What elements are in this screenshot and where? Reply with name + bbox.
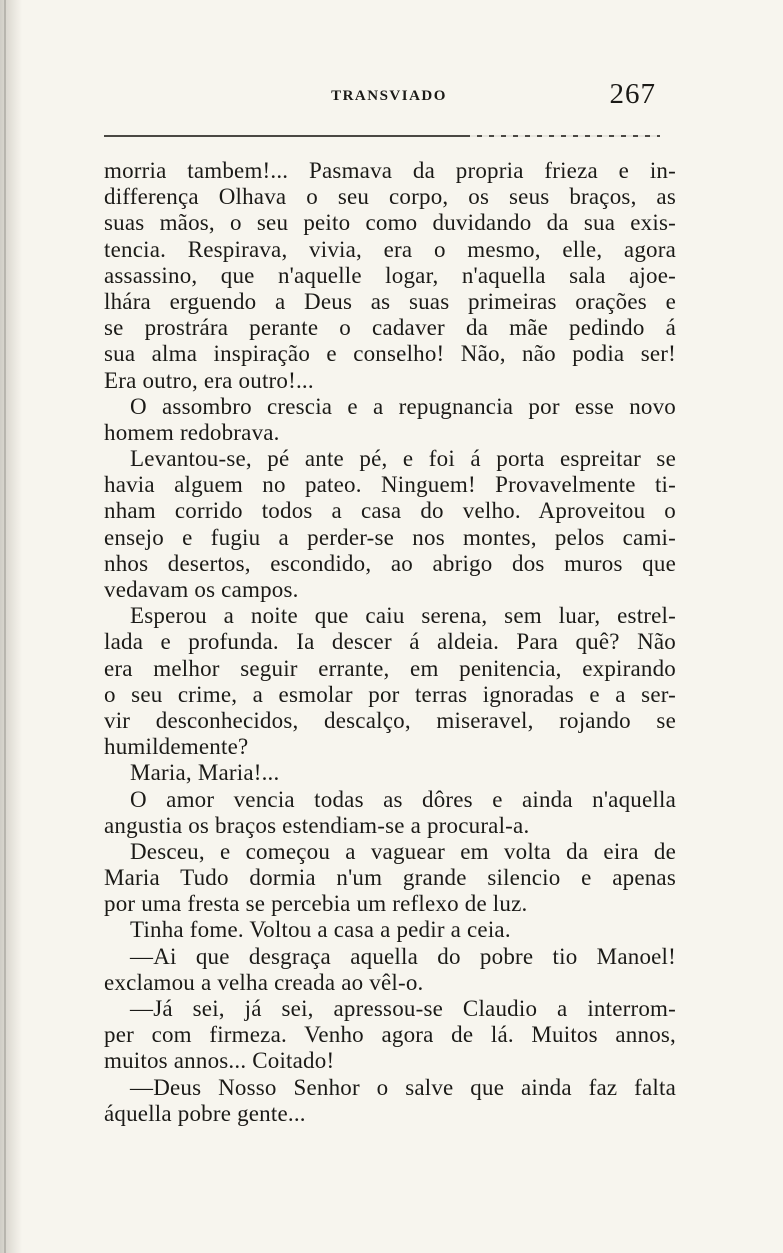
text-line: differença Olhava o seu corpo, os seus braços, as [104,184,676,210]
text-line: sua alma inspiração e conselho! Não, não podia ser! [104,341,676,367]
text-line: vir desconhecidos, descalço, miseravel, rojando se [104,707,676,733]
body-text [104,158,676,1127]
text-line: havia alguem no pateo. Ninguem! Provavelmente ti- [104,472,676,498]
text-line: se prostrára perante o cadaver da mãe pedindo á [104,315,676,341]
text-line: —Ai que desgraça aquella do pobre tio Manoel! [130,943,676,969]
text-line: Levantou-se, pé ante pé, e foi á porta espreitar se [130,446,676,472]
text-line: lada e profunda. Ia descer á aldeia. Para quê? Não [104,629,676,655]
text-line: exclamou a velha creada ao vêl-o. [104,969,424,995]
text-line: por uma fresta se percebia um reflexo de luz. [104,891,528,917]
text-line: homem redobrava. [104,419,280,445]
text-line: morria tambem!... Pasmava da propria frieza e in- [104,158,676,183]
text-line: Maria, Maria!... [130,760,280,786]
text-line: lhára erguendo a Deus as suas primeiras orações e [104,288,676,314]
text-line: Desceu, e começou a vaguear em volta da eira de [130,838,676,864]
header-rule-fade [470,134,660,138]
text-line: —Já sei, já sei, apressou-se Claudio a interrom- [130,996,676,1021]
text-line: angustia os braços estendiam-se a procural-a. [104,812,530,838]
page-edge-line [4,0,6,1253]
text-line: humildemente? [104,734,249,760]
text-line: vedavam os campos. [104,577,299,602]
text-line: per com firmeza. Venho agora de lá. Muitos annos, [104,1022,676,1048]
text-line: Maria Tudo dormia n'um grande silencio e apenas [104,865,676,891]
text-line: áquella pobre gente... [104,1100,306,1126]
text-line: assassino, que n'aquelle logar, n'aquella sala ajoe- [104,262,676,288]
running-title: TRANSVIADO [331,88,447,104]
text-line: O amor vencia todas as dôres e ainda n'aquella [130,786,676,812]
text-line: era melhor seguir errante, em penitencia, expirando [104,655,676,681]
text-line: ensejo e fugiu a perder-se nos montes, pelos cami- [104,524,676,550]
text-line: tencia. Respirava, vivia, era o mesmo, elle, agora [104,236,676,262]
text-line: Tinha fome. Voltou a casa a pedir a ceia. [130,917,511,943]
text-line: Esperou a noite que caiu serena, sem luar, estrel- [130,603,676,629]
text-line: suas mãos, o seu peito como duvidando da sua exis- [104,210,676,236]
page-header [104,70,674,114]
text-line: —Deus Nosso Senhor o salve que ainda faz falta [130,1074,676,1100]
text-line: nhos desertos, escondido, ao abrigo dos muros que [104,550,676,576]
text-line: muitos annos... Coitado! [104,1048,335,1074]
text-line: O assombro crescia e a repugnancia por esse novo [130,393,676,419]
page-number: 267 [609,78,656,110]
text-line: o seu crime, a esmolar por terras ignoradas e a ser- [104,681,676,707]
text-line: nham corrido todos a casa do velho. Aproveitou o [104,498,676,524]
text-line: Era outro, era outro!... [104,367,314,393]
